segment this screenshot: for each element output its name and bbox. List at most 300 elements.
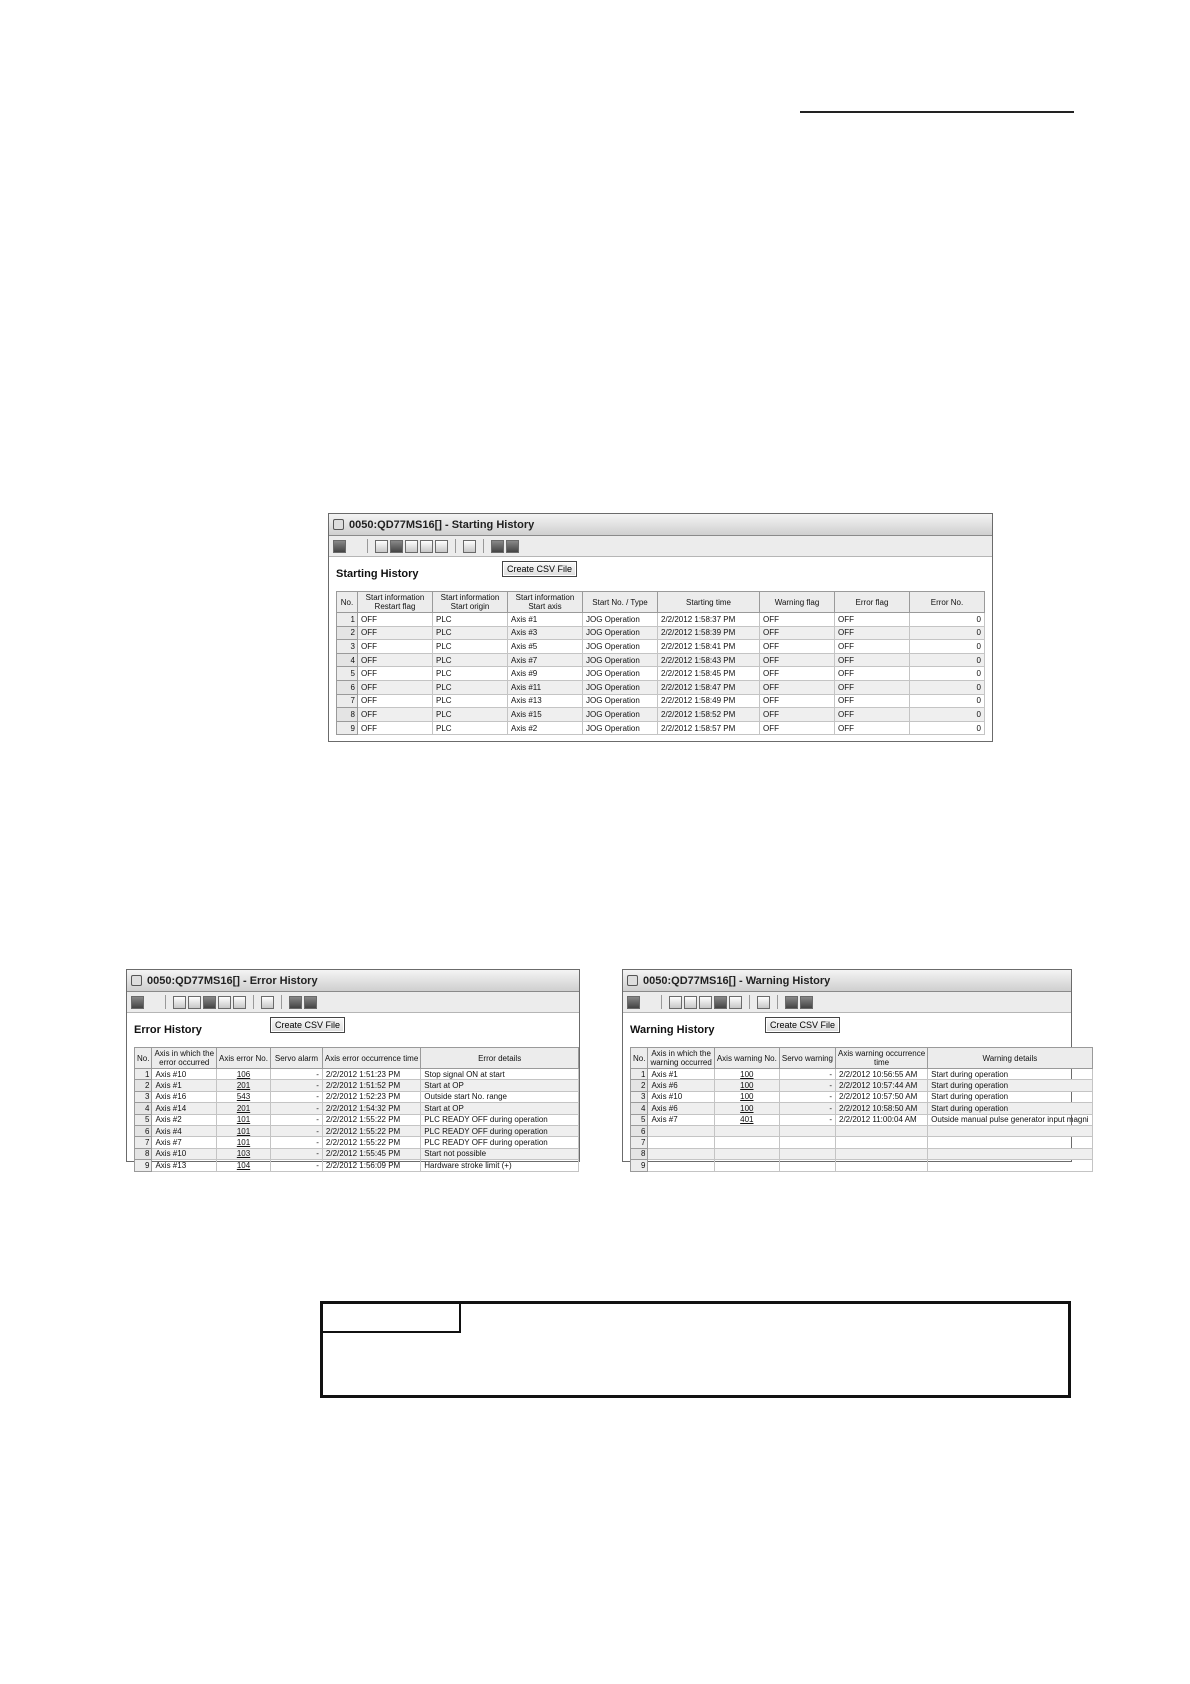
grid-icon[interactable]: [203, 996, 216, 1009]
error-number-link[interactable]: 101: [236, 1115, 251, 1125]
table-cell: 2/2/2012 1:54:32 PM: [322, 1103, 420, 1114]
table-cell: Start during operation: [928, 1080, 1092, 1091]
chart-icon[interactable]: [463, 540, 476, 553]
table-cell: OFF: [835, 708, 910, 722]
table-cell: OFF: [760, 613, 835, 627]
table-cell: 0: [910, 640, 985, 654]
row-number: 4: [135, 1103, 152, 1114]
table-cell: [714, 1080, 779, 1091]
table-cell: PLC READY OFF during operation: [421, 1137, 579, 1148]
cursor-icon[interactable]: [233, 996, 246, 1009]
table-row[interactable]: [135, 1125, 579, 1136]
table-cell: JOG Operation: [583, 721, 658, 735]
header-rule: [800, 111, 1074, 113]
chart-icon[interactable]: [261, 996, 274, 1009]
save-icon[interactable]: [491, 540, 504, 553]
table-cell: JOG Operation: [583, 708, 658, 722]
table-cell: JOG Operation: [583, 626, 658, 640]
table-cell: [648, 1125, 714, 1136]
table-row[interactable]: [631, 1137, 1093, 1148]
table-cell: [714, 1160, 779, 1171]
table-cell: Axis #6: [648, 1080, 714, 1091]
title-bar: [623, 970, 1071, 992]
table-row[interactable]: [337, 640, 985, 654]
column-header[interactable]: Start No. / Type: [583, 592, 658, 613]
table-cell: OFF: [760, 680, 835, 694]
table-cell: OFF: [358, 694, 433, 708]
chart-icon[interactable]: [757, 996, 770, 1009]
warning-history-table: [630, 1047, 1093, 1172]
warning-history-window: [622, 969, 1089, 1170]
table-row[interactable]: [135, 1114, 579, 1125]
table-cell: [217, 1148, 271, 1159]
table-cell: PLC READY OFF during operation: [421, 1125, 579, 1136]
table-cell: OFF: [760, 667, 835, 681]
table-cell: Axis #10: [152, 1069, 217, 1080]
table-cell: JOG Operation: [583, 640, 658, 654]
row-number: 5: [337, 667, 358, 681]
column-header[interactable]: Start information Restart flag: [358, 592, 433, 613]
table-cell: 0: [910, 667, 985, 681]
table-cell: 2/2/2012 1:58:49 PM: [658, 694, 760, 708]
table-cell: [714, 1125, 779, 1136]
table-cell: 2/2/2012 1:55:45 PM: [322, 1148, 420, 1159]
row-number: 8: [631, 1148, 648, 1159]
column-header[interactable]: Axis in which the error occurred: [152, 1048, 217, 1069]
panel-title: Starting History: [336, 568, 419, 580]
table-row[interactable]: [135, 1080, 579, 1091]
column-header[interactable]: Start information Start origin: [433, 592, 508, 613]
column-header[interactable]: Servo warning: [779, 1048, 835, 1069]
table-cell: 2/2/2012 1:56:09 PM: [322, 1160, 420, 1171]
table-cell: OFF: [835, 653, 910, 667]
table-cell: 2/2/2012 1:58:43 PM: [658, 653, 760, 667]
table-cell: Axis #3: [508, 626, 583, 640]
error-history-window: [126, 969, 580, 1170]
row-number: 3: [135, 1091, 152, 1102]
table-cell: -: [270, 1125, 322, 1136]
table-cell: 0: [910, 653, 985, 667]
table-row[interactable]: [135, 1103, 579, 1114]
table-cell: 0: [910, 721, 985, 735]
panel-header: [329, 557, 992, 591]
table-row[interactable]: [337, 667, 985, 681]
table-cell: Axis #1: [508, 613, 583, 627]
column-header[interactable]: Axis error occurrence time: [322, 1048, 420, 1069]
table-cell: [217, 1114, 271, 1125]
table-cell: 2/2/2012 1:58:39 PM: [658, 626, 760, 640]
window-icon: [333, 519, 344, 530]
table-cell: -: [779, 1114, 835, 1125]
table-cell: 2/2/2012 1:58:57 PM: [658, 721, 760, 735]
row-number: 5: [631, 1114, 648, 1125]
table-cell: [648, 1137, 714, 1148]
table-cell: OFF: [358, 640, 433, 654]
history-icon[interactable]: [684, 996, 697, 1009]
table-cell: Start during operation: [928, 1103, 1092, 1114]
monitor-icon[interactable]: [669, 996, 682, 1009]
table-cell: Axis #11: [508, 680, 583, 694]
starting-history-table: [336, 591, 985, 735]
table-cell: 2/2/2012 1:55:22 PM: [322, 1114, 420, 1125]
table-cell: -: [270, 1091, 322, 1102]
error-number-link[interactable]: 100: [740, 1103, 754, 1113]
table-cell: [217, 1103, 271, 1114]
table-cell: [217, 1069, 271, 1080]
table-cell: 2/2/2012 1:51:52 PM: [322, 1080, 420, 1091]
table-cell: 2/2/2012 1:58:52 PM: [658, 708, 760, 722]
table-cell: [928, 1148, 1092, 1159]
table-cell: -: [270, 1160, 322, 1171]
table-row[interactable]: [135, 1148, 579, 1159]
column-header[interactable]: Starting time: [658, 592, 760, 613]
table-cell: 0: [910, 708, 985, 722]
title-bar: [329, 514, 992, 536]
error-number-link[interactable]: 103: [236, 1149, 251, 1159]
table-cell: OFF: [760, 708, 835, 722]
table-row[interactable]: [135, 1160, 579, 1171]
table-cell: PLC: [433, 667, 508, 681]
title-bar: [127, 970, 579, 992]
row-number: 2: [135, 1080, 152, 1091]
table-row[interactable]: [631, 1069, 1093, 1080]
starting-history-window: [328, 513, 993, 742]
table-cell: JOG Operation: [583, 694, 658, 708]
table-cell: OFF: [835, 694, 910, 708]
column-header[interactable]: No.: [631, 1048, 648, 1069]
table-row[interactable]: [631, 1091, 1093, 1102]
row-number: 8: [135, 1148, 152, 1159]
table-cell: [648, 1160, 714, 1171]
panel-title: Error History: [134, 1024, 202, 1036]
table-cell: Outside manual pulse generator input magni: [928, 1114, 1092, 1125]
table-cell: Axis #9: [508, 667, 583, 681]
table-cell: Axis #1: [648, 1069, 714, 1080]
table-cell: OFF: [835, 626, 910, 640]
table-cell: -: [270, 1148, 322, 1159]
table-cell: -: [779, 1103, 835, 1114]
table-cell: Axis #4: [152, 1125, 217, 1136]
row-number: 7: [135, 1137, 152, 1148]
table-cell: PLC READY OFF during operation: [421, 1114, 579, 1125]
table-cell: [779, 1137, 835, 1148]
table-cell: Axis #13: [152, 1160, 217, 1171]
table-cell: [714, 1069, 779, 1080]
table-cell: OFF: [358, 721, 433, 735]
table-cell: Start at OP: [421, 1080, 579, 1091]
table-cell: PLC: [433, 680, 508, 694]
table-cell: Start during operation: [928, 1069, 1092, 1080]
toolbar: [127, 992, 579, 1013]
row-number: 6: [337, 680, 358, 694]
table-row[interactable]: [631, 1125, 1093, 1136]
table-cell: 0: [910, 680, 985, 694]
table-cell: JOG Operation: [583, 653, 658, 667]
monitor-icon[interactable]: [173, 996, 186, 1009]
table-cell: 2/2/2012 10:57:44 AM: [836, 1080, 928, 1091]
create-csv-file-button[interactable]: Create CSV File: [765, 1017, 840, 1033]
column-header[interactable]: Start information Start axis: [508, 592, 583, 613]
row-number: 4: [631, 1103, 648, 1114]
table-cell: OFF: [358, 708, 433, 722]
table-cell: OFF: [760, 626, 835, 640]
row-number: 7: [631, 1137, 648, 1148]
row-number: 4: [337, 653, 358, 667]
window-icon: [131, 975, 142, 986]
table-icon[interactable]: [218, 996, 231, 1009]
table-row[interactable]: [337, 626, 985, 640]
column-header[interactable]: Servo alarm: [270, 1048, 322, 1069]
table-cell: 2/2/2012 1:58:47 PM: [658, 680, 760, 694]
table-cell: [928, 1160, 1092, 1171]
row-number: 7: [337, 694, 358, 708]
save-icon[interactable]: [785, 996, 798, 1009]
table-cell: Axis #16: [152, 1091, 217, 1102]
table-icon[interactable]: [714, 996, 727, 1009]
error-history-table: [134, 1047, 579, 1172]
table-cell: Axis #1: [152, 1080, 217, 1091]
table-cell: Start not possible: [421, 1148, 579, 1159]
table-cell: 2/2/2012 1:52:23 PM: [322, 1091, 420, 1102]
row-number: 2: [337, 626, 358, 640]
table-icon[interactable]: [420, 540, 433, 553]
table-cell: OFF: [835, 613, 910, 627]
table-cell: JOG Operation: [583, 613, 658, 627]
row-number: 6: [135, 1125, 152, 1136]
toolbar: [329, 536, 992, 557]
grid-icon[interactable]: [699, 996, 712, 1009]
table-cell: [217, 1125, 271, 1136]
table-cell: Axis #10: [152, 1148, 217, 1159]
table-cell: OFF: [358, 626, 433, 640]
table-row[interactable]: [135, 1091, 579, 1102]
table-cell: 2/2/2012 10:58:50 AM: [836, 1103, 928, 1114]
table-cell: OFF: [358, 613, 433, 627]
table-cell: -: [779, 1069, 835, 1080]
table-cell: PLC: [433, 640, 508, 654]
table-cell: PLC: [433, 694, 508, 708]
table-cell: OFF: [760, 721, 835, 735]
table-cell: Outside start No. range: [421, 1091, 579, 1102]
table-cell: PLC: [433, 626, 508, 640]
table-row[interactable]: [631, 1114, 1093, 1125]
row-number: 2: [631, 1080, 648, 1091]
table-cell: Axis #14: [152, 1103, 217, 1114]
column-header[interactable]: Axis warning occurrence time: [836, 1048, 928, 1069]
table-cell: PLC: [433, 613, 508, 627]
error-number-link[interactable]: 106: [236, 1069, 251, 1079]
table-row[interactable]: [337, 708, 985, 722]
table-row[interactable]: [631, 1148, 1093, 1159]
table-cell: [779, 1160, 835, 1171]
table-cell: OFF: [760, 640, 835, 654]
table-cell: OFF: [835, 640, 910, 654]
table-cell: Axis #6: [648, 1103, 714, 1114]
window-title: 0050:QD77MS16[] - Warning History: [643, 974, 831, 987]
error-number-link[interactable]: 100: [740, 1081, 754, 1091]
table-cell: 0: [910, 626, 985, 640]
panel-title: Warning History: [630, 1024, 715, 1036]
table-cell: [779, 1148, 835, 1159]
remark-label-tab: [323, 1304, 461, 1333]
table-cell: OFF: [835, 680, 910, 694]
table-cell: 2/2/2012 1:58:41 PM: [658, 640, 760, 654]
table-cell: 0: [910, 694, 985, 708]
table-cell: Axis #2: [152, 1114, 217, 1125]
create-csv-file-button[interactable]: Create CSV File: [270, 1017, 345, 1033]
row-number: 8: [337, 708, 358, 722]
save-icon[interactable]: [289, 996, 302, 1009]
window-title: 0050:QD77MS16[] - Starting History: [349, 518, 535, 531]
error-number-link[interactable]: 543: [236, 1092, 251, 1102]
table-row[interactable]: [337, 694, 985, 708]
row-number: 3: [631, 1091, 648, 1102]
table-row[interactable]: [631, 1160, 1093, 1171]
monitor-icon[interactable]: [375, 540, 388, 553]
column-header[interactable]: Warning flag: [760, 592, 835, 613]
print-icon[interactable]: [131, 996, 144, 1009]
cursor-icon[interactable]: [435, 540, 448, 553]
table-cell: Axis #2: [508, 721, 583, 735]
history-icon[interactable]: [188, 996, 201, 1009]
table-cell: [714, 1148, 779, 1159]
table-cell: JOG Operation: [583, 680, 658, 694]
row-number: 6: [631, 1125, 648, 1136]
table-cell: Axis #10: [648, 1091, 714, 1102]
column-header[interactable]: Axis in which the warning occurred: [648, 1048, 714, 1069]
row-number: 1: [337, 613, 358, 627]
table-cell: Start during operation: [928, 1091, 1092, 1102]
print-icon[interactable]: [627, 996, 640, 1009]
table-cell: Axis #7: [648, 1114, 714, 1125]
table-row[interactable]: [337, 653, 985, 667]
error-number-link[interactable]: 101: [236, 1138, 251, 1148]
table-cell: -: [270, 1114, 322, 1125]
table-cell: Axis #13: [508, 694, 583, 708]
table-cell: OFF: [358, 680, 433, 694]
column-header[interactable]: No.: [135, 1048, 152, 1069]
table-cell: JOG Operation: [583, 667, 658, 681]
table-cell: [714, 1091, 779, 1102]
column-header[interactable]: Error details: [421, 1048, 579, 1069]
column-header[interactable]: Axis warning No.: [714, 1048, 779, 1069]
history-icon[interactable]: [390, 540, 403, 553]
table-cell: -: [270, 1137, 322, 1148]
cursor-icon[interactable]: [729, 996, 742, 1009]
table-cell: [217, 1080, 271, 1091]
table-cell: [836, 1148, 928, 1159]
table-cell: 2/2/2012 1:58:37 PM: [658, 613, 760, 627]
export-icon[interactable]: [304, 996, 317, 1009]
table-cell: PLC: [433, 708, 508, 722]
table-row[interactable]: [337, 680, 985, 694]
error-number-link[interactable]: 401: [740, 1115, 754, 1125]
table-row[interactable]: [135, 1069, 579, 1080]
table-cell: 0: [910, 613, 985, 627]
error-number-link[interactable]: 201: [236, 1081, 251, 1091]
table-row[interactable]: [135, 1137, 579, 1148]
table-cell: [714, 1103, 779, 1114]
row-number: 9: [631, 1160, 648, 1171]
export-icon[interactable]: [506, 540, 519, 553]
table-cell: [648, 1148, 714, 1159]
table-cell: OFF: [760, 653, 835, 667]
table-cell: 2/2/2012 10:56:55 AM: [836, 1069, 928, 1080]
table-cell: Stop signal ON at start: [421, 1069, 579, 1080]
table-cell: 2/2/2012 1:51:23 PM: [322, 1069, 420, 1080]
table-cell: 2/2/2012 1:58:45 PM: [658, 667, 760, 681]
column-header[interactable]: Axis error No.: [217, 1048, 271, 1069]
export-icon[interactable]: [800, 996, 813, 1009]
table-cell: OFF: [358, 653, 433, 667]
table-cell: 2/2/2012 11:00:04 AM: [836, 1114, 928, 1125]
table-cell: PLC: [433, 653, 508, 667]
column-header[interactable]: No.: [337, 592, 358, 613]
table-cell: [836, 1137, 928, 1148]
row-number: 3: [337, 640, 358, 654]
error-number-link[interactable]: 201: [236, 1103, 251, 1113]
table-cell: 2/2/2012 1:55:22 PM: [322, 1137, 420, 1148]
table-row[interactable]: [337, 721, 985, 735]
row-number: 9: [135, 1160, 152, 1171]
table-cell: -: [270, 1080, 322, 1091]
table-cell: [217, 1137, 271, 1148]
column-header[interactable]: Error flag: [835, 592, 910, 613]
table-row[interactable]: [337, 613, 985, 627]
table-cell: OFF: [835, 667, 910, 681]
table-cell: OFF: [358, 667, 433, 681]
table-cell: OFF: [835, 721, 910, 735]
window-icon: [627, 975, 638, 986]
table-cell: -: [270, 1103, 322, 1114]
window-title: 0050:QD77MS16[] - Error History: [147, 974, 318, 987]
table-cell: -: [779, 1091, 835, 1102]
table-cell: [217, 1091, 271, 1102]
table-cell: [836, 1125, 928, 1136]
table-cell: [928, 1137, 1092, 1148]
error-number-link[interactable]: 100: [740, 1069, 754, 1079]
table-cell: Axis #5: [508, 640, 583, 654]
table-cell: Hardware stroke limit (+): [421, 1160, 579, 1171]
column-header[interactable]: Warning details: [928, 1048, 1092, 1069]
error-number-link[interactable]: 104: [236, 1160, 251, 1170]
toolbar: [623, 992, 1071, 1013]
table-row[interactable]: [631, 1080, 1093, 1091]
table-cell: Axis #7: [152, 1137, 217, 1148]
table-cell: 2/2/2012 10:57:50 AM: [836, 1091, 928, 1102]
row-number: 1: [631, 1069, 648, 1080]
table-cell: [714, 1137, 779, 1148]
create-csv-file-button[interactable]: Create CSV File: [502, 561, 577, 577]
table-cell: [836, 1160, 928, 1171]
column-header[interactable]: Error No.: [910, 592, 985, 613]
table-cell: PLC: [433, 721, 508, 735]
print-icon[interactable]: [333, 540, 346, 553]
table-cell: OFF: [760, 694, 835, 708]
error-number-link[interactable]: 100: [740, 1092, 754, 1102]
table-cell: Axis #7: [508, 653, 583, 667]
panel-header: [127, 1013, 579, 1047]
table-cell: [217, 1160, 271, 1171]
table-cell: [928, 1125, 1092, 1136]
grid-icon[interactable]: [405, 540, 418, 553]
table-row[interactable]: [631, 1103, 1093, 1114]
table-cell: [714, 1114, 779, 1125]
table-cell: 2/2/2012 1:55:22 PM: [322, 1125, 420, 1136]
error-number-link[interactable]: 101: [236, 1126, 251, 1136]
row-number: 1: [135, 1069, 152, 1080]
table-cell: Axis #15: [508, 708, 583, 722]
